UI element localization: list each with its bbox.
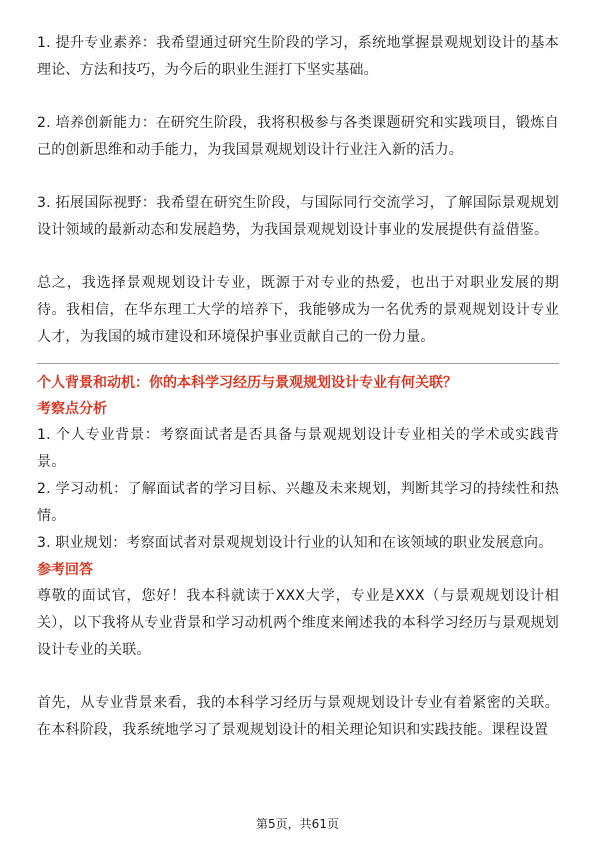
analysis-heading: 考察点分析 <box>37 401 107 417</box>
page-number-footer: 第5页，共61页 <box>256 817 339 831</box>
goal-item-2: 2. 培养创新能力：在研究生阶段，我将积极参与各类课题研究和实践项目，锻炼自己的创新思维和动手能力，为我国景观规划设计行业注入新的活力。 <box>37 115 559 158</box>
interview-question: 个人背景和动机：你的本科学习经历与景观规划设计专业有何关联？ <box>37 375 457 391</box>
analysis-item-3: 3. 职业规划：考察面试者对景观规划设计行业的认知和在该领域的职业发展意向。 <box>37 535 553 551</box>
answer-heading: 参考回答 <box>37 562 93 578</box>
answer-paragraph-1: 尊敬的面试官，您好！我本科就读于XXX大学，专业是XXX（与景观规划设计相关），以下我将从专业背景和学习动机两个维度来阐述我的本科学习经历与景观规划设计专业的关联。 <box>37 588 559 658</box>
document-body <box>37 30 559 744</box>
answer-paragraph-2: 首先，从专业背景来看，我的本科学习经历与景观规划设计专业有着紧密的关联。在本科阶段，我系统地学习了景观规划设计的相关理论知识和实践技能。课程设置 <box>37 695 559 738</box>
goal-item-1: 1. 提升专业素养：我希望通过研究生阶段的学习，系统地掌握景观规划设计的基本理论、方法和技巧，为今后的职业生涯打下坚实基础。 <box>37 35 559 78</box>
goal-item-3: 3. 拓展国际视野：我希望在研究生阶段，与国际同行交流学习，了解国际景观规划设计领域的最新动态和发展趋势，为我国景观规划设计事业的发展提供有益借鉴。 <box>37 195 559 238</box>
conclusion-paragraph: 总之，我选择景观规划设计专业，既源于对专业的热爱，也出于对职业发展的期待。我相信，在华东理工大学的培养下，我能够成为一名优秀的景观规划设计专业人才，为我国的城市建设和环境保护事业贡献自己的一份力量。 <box>37 275 559 345</box>
analysis-item-2: 2. 学习动机：了解面试者的学习目标、兴趣及未来规划，判断其学习的持续性和热情。 <box>37 481 559 524</box>
section-divider <box>37 363 559 364</box>
analysis-item-1: 1. 个人专业背景：考察面试者是否具备与景观规划设计专业相关的学术或实践背景。 <box>37 427 559 470</box>
